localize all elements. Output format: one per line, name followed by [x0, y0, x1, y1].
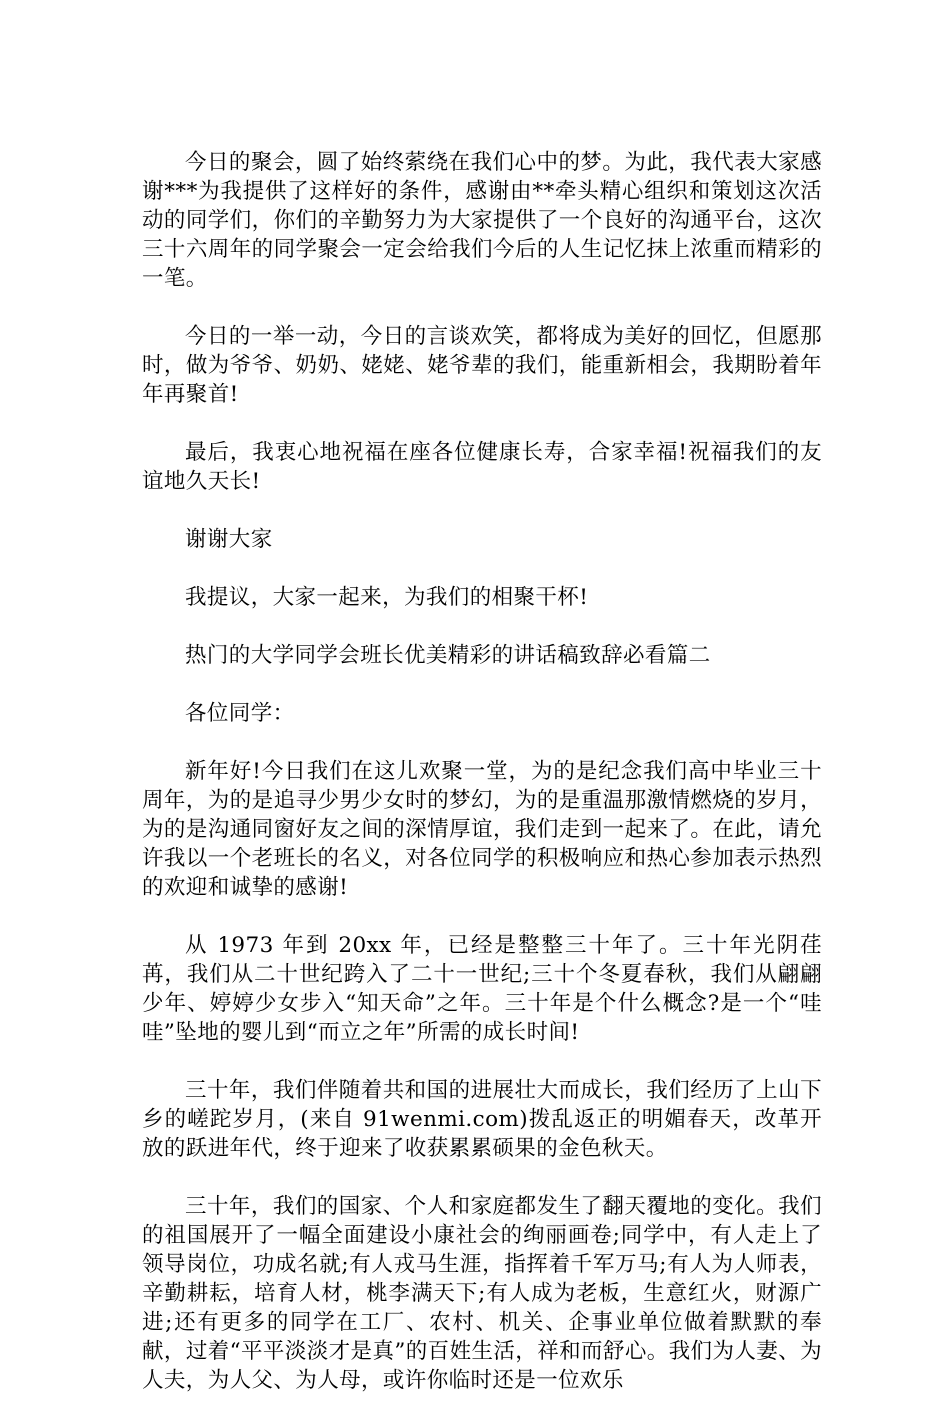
paragraph-thirty-years: 从 1973 年到 20xx 年，已经是整整三十年了。三十年光阴荏苒，我们从二十世纪跨入了二十一世纪;三十个冬夏春秋，我们从翩翩少年、婷婷少女步入“知天命”之年。三十年是个什么概念?是一个“哇哇”坠地的婴儿到“而立之年”所需的成长时间! [142, 933, 822, 1045]
paragraph-changes: 三十年，我们的国家、个人和家庭都发生了翻天覆地的变化。我们的祖国展开了一幅全面建设小康社会的绚丽画卷;同学中，有人走上了领导岗位，功成名就;有人戎马生涯，指挥着千军万马;有人为人师表，辛勤耕耘，培育人材，桃李满天下;有人成为老板，生意红火，财源广进;还有更多的同学在工厂、农村、机关、企事业单位做着默默的奉献，过着“平平淡淡才是真”的百姓生活，祥和而舒心。我们为人妻、为人夫，为人父、为人母，或许你临时还是一位欢乐 [142, 1194, 822, 1393]
paragraph-reunion-dream: 今日的聚会，圆了始终萦绕在我们心中的梦。为此，我代表大家感谢***为我提供了这样好的条件，感谢由**牵头精心组织和策划这次活动的同学们，你们的辛勤努力为大家提供了一个良好的沟通平台，这次三十六周年的同学聚会一定会给我们今后的人生记忆抹上浓重而精彩的一笔。 [142, 150, 822, 291]
paragraph-salutation: 各位同学： [185, 701, 295, 726]
paragraph-toast: 我提议，大家一起来，为我们的相聚干杯! [185, 585, 589, 610]
paragraph-new-year: 新年好!今日我们在这儿欢聚一堂，为的是纪念我们高中毕业三十周年，为的是追寻少男少女时的梦幻，为的是重温那激情燃烧的岁月，为的是沟通同窗好友之间的深情厚谊，我们走到一起来了。在此，请允许我以一个老班长的名义，对各位同学的积极响应和热心参加表示热烈的欢迎和诚挚的感谢! [142, 759, 822, 900]
paragraph-future-memories: 今日的一举一动，今日的言谈欢笑，都将成为美好的回忆，但愿那时，做为爷爷、奶奶、姥姥、姥爷辈的我们，能重新相会，我期盼着年年再聚首! [142, 324, 822, 407]
paragraph-thanks: 谢谢大家 [185, 527, 273, 552]
document-page [142, 148, 822, 1424]
paragraph-growth: 三十年，我们伴随着共和国的进展壮大而成长，我们经历了上山下乡的嵯跎岁月，(来自 91wenmi.com)拨乱返正的明媚春天，改革开放的跃进年代，终于迎来了收获累累硕果的金色秋天。 [142, 1078, 822, 1161]
section-heading: 热门的大学同学会班长优美精彩的讲话稿致辞必看篇二 [185, 643, 711, 668]
paragraph-blessing: 最后，我衷心地祝福在座各位健康长寿，合家幸福!祝福我们的友谊地久天长! [142, 440, 822, 494]
